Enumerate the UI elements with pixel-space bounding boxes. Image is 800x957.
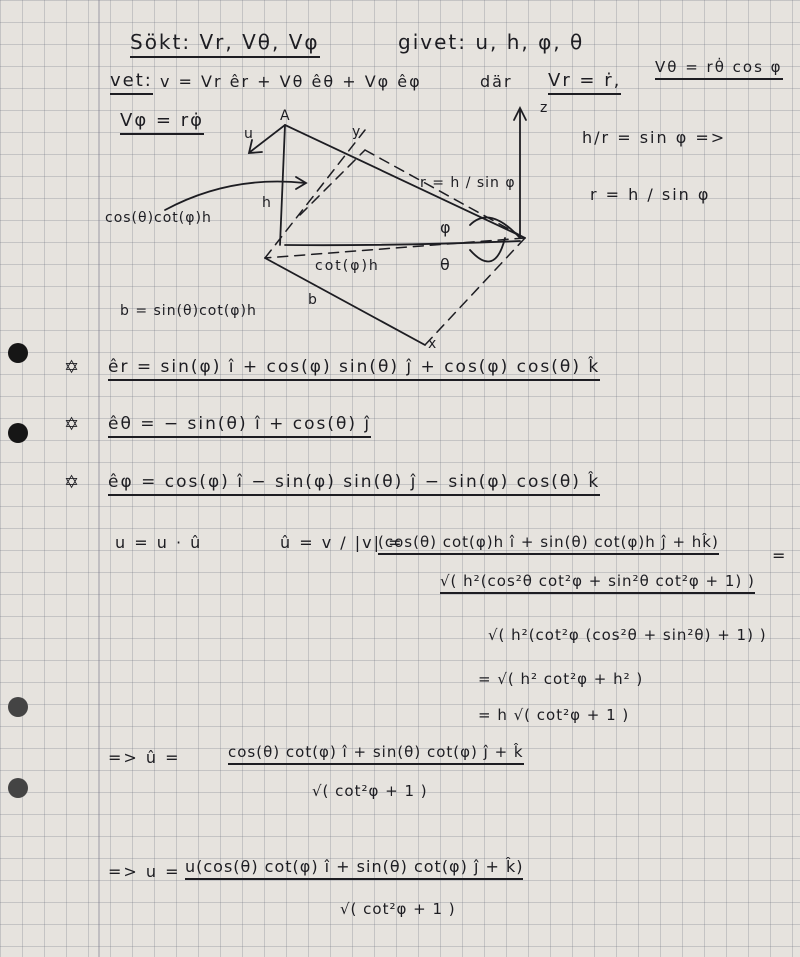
theta-angle-label: θ — [440, 255, 450, 274]
vtheta-def: Vθ = rθ̇ cos φ — [655, 58, 783, 80]
vphi-def: Vφ = rφ̇ — [120, 110, 204, 135]
sqrt-step-4: = h √( cot²φ + 1 ) — [478, 706, 630, 724]
star-icon: ✡ — [64, 357, 82, 378]
projection-line — [265, 238, 525, 258]
result1-denominator: √( cot²φ + 1 ) — [312, 782, 428, 800]
known-label: vet: — [110, 70, 153, 95]
cos-theta-cot-phi-h: cos(θ)cot(φ)h — [105, 210, 212, 226]
x-axis-label: x — [428, 336, 437, 352]
vr-def: Vr = ṙ, — [548, 70, 621, 95]
unit-vector-ephi: êφ = cos(φ) î − sin(φ) sin(θ) ĵ − sin(φ) cos(θ) k̂ — [108, 472, 600, 496]
u-vector-line — [250, 125, 285, 152]
sqrt-step-1: √( h²(cos²θ cot²φ + sin²θ cot²φ + 1) ) — [440, 572, 755, 594]
sqrt-step-2: √( h²(cot²φ (cos²θ + sin²θ) + 1) ) — [488, 626, 767, 644]
h-over-r-relation: h/r = sin φ => — [582, 128, 727, 147]
b-definition: b = sin(θ)cot(φ)h — [120, 303, 257, 319]
height-h-label: h — [262, 195, 271, 211]
result2-denominator: √( cot²φ + 1 ) — [340, 900, 456, 918]
vector-u-label: u — [244, 126, 253, 142]
z-axis-label: z — [540, 100, 548, 116]
equals-sign: = — [772, 546, 786, 565]
result2-numerator: u(cos(θ) cot(φ) î + sin(θ) cot(φ) ĵ + k̂) — [185, 857, 523, 880]
sought-quantities: Sökt: Vr, Vθ, Vφ — [130, 30, 320, 58]
phi-arc — [470, 217, 520, 238]
point-a: A — [280, 108, 290, 124]
unit-vector-etheta: êθ = − sin(θ) î + cos(θ) ĵ — [108, 414, 371, 438]
star-icon: ✡ — [64, 472, 82, 493]
r-definition: r = h / sin φ — [590, 185, 711, 204]
sqrt-step-3: = √( h² cot²φ + h² ) — [478, 670, 644, 688]
velocity-vector-expr: v = Vr êr + Vθ êθ + Vφ êφ — [160, 72, 422, 91]
u-hat-numerator: (cos(θ) cot(φ)h î + sin(θ) cot(φ)h ĵ + hk̂) — [378, 533, 719, 555]
star-icon: ✡ — [64, 414, 82, 435]
result2-prefix: => u = — [108, 862, 181, 881]
unit-vector-er: êr = sin(φ) î + cos(φ) sin(θ) ĵ + cos(φ) cos(θ) k̂ — [108, 357, 600, 381]
cos-label-arrow — [165, 182, 305, 210]
result1-prefix: => û = — [108, 748, 181, 767]
hatch-dashed — [300, 150, 365, 215]
y-axis-label: y — [352, 124, 361, 140]
y-parallel-dashed — [265, 130, 365, 258]
r-expression: r = h / sin φ — [420, 175, 516, 191]
u-hat-fraction: û = v / |v| = — [280, 533, 404, 552]
given-quantities: givet: u, h, φ, θ — [398, 30, 585, 54]
b-label: b — [308, 292, 317, 308]
u-definition: u = u · û — [115, 533, 203, 552]
phi-angle-label: φ — [440, 218, 451, 237]
result1-numerator: cos(θ) cot(φ) î + sin(θ) cot(φ) ĵ + k̂ — [228, 743, 524, 765]
cot-h-label: cot(φ)h — [315, 258, 380, 274]
where-word: där — [480, 72, 513, 91]
line-h — [280, 125, 285, 245]
